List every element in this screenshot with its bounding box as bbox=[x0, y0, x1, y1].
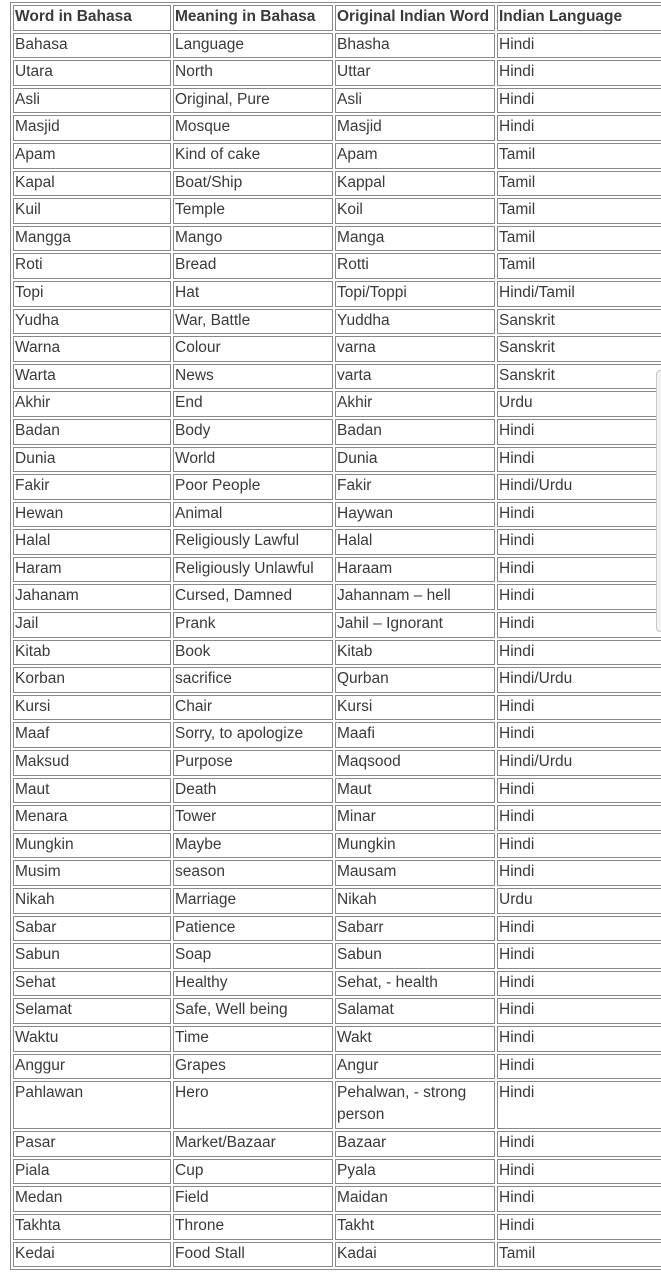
meaning-cell: Throne bbox=[173, 1214, 333, 1240]
original-word-cell: Bhasha bbox=[335, 33, 495, 59]
table-row bbox=[13, 833, 661, 859]
language-cell: Hindi bbox=[497, 695, 661, 721]
language-cell: Hindi bbox=[497, 1054, 661, 1080]
word-in-bahasa-cell: Masjid bbox=[13, 115, 171, 141]
meaning-cell: Field bbox=[173, 1186, 333, 1212]
language-cell: Hindi bbox=[497, 584, 661, 610]
original-word-cell: Yuddha bbox=[335, 309, 495, 335]
original-word-cell: varna bbox=[335, 336, 495, 362]
meaning-cell: Sorry, to apologize bbox=[173, 722, 333, 748]
table-row bbox=[13, 447, 661, 473]
original-word-cell: Haraam bbox=[335, 557, 495, 583]
language-cell: Hindi bbox=[497, 916, 661, 942]
word-in-bahasa-cell: Apam bbox=[13, 143, 171, 169]
word-in-bahasa-cell: Mungkin bbox=[13, 833, 171, 859]
table-row bbox=[13, 33, 661, 59]
language-cell: Hindi bbox=[497, 998, 661, 1024]
language-cell: Hindi bbox=[497, 1214, 661, 1240]
table-row bbox=[13, 1242, 661, 1268]
table-row bbox=[13, 226, 661, 252]
meaning-cell: Original, Pure bbox=[173, 88, 333, 114]
original-word-cell: Akhir bbox=[335, 391, 495, 417]
header-meaning-in-bahasa: Meaning in Bahasa bbox=[173, 5, 333, 31]
table-row bbox=[13, 778, 661, 804]
language-cell: Urdu bbox=[497, 888, 661, 914]
word-in-bahasa-cell: Mangga bbox=[13, 226, 171, 252]
header-word-in-bahasa: Word in Bahasa bbox=[13, 5, 171, 31]
original-word-cell: Nikah bbox=[335, 888, 495, 914]
table-row bbox=[13, 612, 661, 638]
original-word-cell: Jahannam – hell bbox=[335, 584, 495, 610]
word-in-bahasa-cell: Nikah bbox=[13, 888, 171, 914]
word-in-bahasa-cell: Warta bbox=[13, 364, 171, 390]
meaning-cell: Language bbox=[173, 33, 333, 59]
original-word-cell: Angur bbox=[335, 1054, 495, 1080]
language-cell: Tamil bbox=[497, 1242, 661, 1268]
language-cell: Tamil bbox=[497, 253, 661, 279]
header-row bbox=[13, 5, 661, 31]
meaning-cell: Kind of cake bbox=[173, 143, 333, 169]
language-cell: Hindi bbox=[497, 502, 661, 528]
language-cell: Hindi bbox=[497, 640, 661, 666]
word-in-bahasa-cell: Selamat bbox=[13, 998, 171, 1024]
original-word-cell: Pehalwan, - strong person bbox=[335, 1081, 495, 1129]
word-in-bahasa-cell: Utara bbox=[13, 60, 171, 86]
original-word-cell: Asli bbox=[335, 88, 495, 114]
table-row bbox=[13, 916, 661, 942]
meaning-cell: Body bbox=[173, 419, 333, 445]
word-in-bahasa-cell: Takhta bbox=[13, 1214, 171, 1240]
word-in-bahasa-cell: Haram bbox=[13, 557, 171, 583]
table-row bbox=[13, 1081, 661, 1129]
table-row bbox=[13, 584, 661, 610]
language-cell: Tamil bbox=[497, 143, 661, 169]
table-row bbox=[13, 1026, 661, 1052]
table-row bbox=[13, 695, 661, 721]
language-cell: Hindi/Urdu bbox=[497, 667, 661, 693]
word-in-bahasa-cell: Kapal bbox=[13, 171, 171, 197]
language-cell: Sanskrit bbox=[497, 364, 661, 390]
word-in-bahasa-cell: Kitab bbox=[13, 640, 171, 666]
table-row bbox=[13, 253, 661, 279]
language-cell: Hindi bbox=[497, 722, 661, 748]
language-cell: Hindi/Tamil bbox=[497, 281, 661, 307]
language-cell: Hindi bbox=[497, 971, 661, 997]
language-cell: Hindi bbox=[497, 529, 661, 555]
language-cell: Tamil bbox=[497, 171, 661, 197]
meaning-cell: sacrifice bbox=[173, 667, 333, 693]
table-row bbox=[13, 309, 661, 335]
original-word-cell: Maqsood bbox=[335, 750, 495, 776]
original-word-cell: Qurban bbox=[335, 667, 495, 693]
original-word-cell: Dunia bbox=[335, 447, 495, 473]
table-row bbox=[13, 1131, 661, 1157]
word-in-bahasa-cell: Halal bbox=[13, 529, 171, 555]
word-in-bahasa-cell: Hewan bbox=[13, 502, 171, 528]
language-cell: Hindi bbox=[497, 88, 661, 114]
meaning-cell: Mosque bbox=[173, 115, 333, 141]
table-row bbox=[13, 805, 661, 831]
meaning-cell: season bbox=[173, 860, 333, 886]
meaning-cell: Boat/Ship bbox=[173, 171, 333, 197]
word-in-bahasa-cell: Fakir bbox=[13, 474, 171, 500]
header-indian-language: Indian Language bbox=[497, 5, 661, 31]
meaning-cell: Safe, Well being bbox=[173, 998, 333, 1024]
word-in-bahasa-cell: Menara bbox=[13, 805, 171, 831]
original-word-cell: Masjid bbox=[335, 115, 495, 141]
word-in-bahasa-cell: Asli bbox=[13, 88, 171, 114]
table-row bbox=[13, 143, 661, 169]
meaning-cell: Chair bbox=[173, 695, 333, 721]
meaning-cell: Prank bbox=[173, 612, 333, 638]
table-row bbox=[13, 722, 661, 748]
table-row bbox=[13, 750, 661, 776]
word-in-bahasa-cell: Kuil bbox=[13, 198, 171, 224]
word-in-bahasa-cell: Anggur bbox=[13, 1054, 171, 1080]
meaning-cell: Hero bbox=[173, 1081, 333, 1129]
language-cell: Tamil bbox=[497, 226, 661, 252]
language-cell: Hindi bbox=[497, 1131, 661, 1157]
original-word-cell: Rotti bbox=[335, 253, 495, 279]
meaning-cell: Mango bbox=[173, 226, 333, 252]
table-row bbox=[13, 860, 661, 886]
table-row bbox=[13, 888, 661, 914]
original-word-cell: Badan bbox=[335, 419, 495, 445]
meaning-cell: North bbox=[173, 60, 333, 86]
original-word-cell: Haywan bbox=[335, 502, 495, 528]
meaning-cell: Book bbox=[173, 640, 333, 666]
word-in-bahasa-cell: Akhir bbox=[13, 391, 171, 417]
meaning-cell: War, Battle bbox=[173, 309, 333, 335]
word-in-bahasa-cell: Musim bbox=[13, 860, 171, 886]
table-row bbox=[13, 640, 661, 666]
table-row bbox=[13, 115, 661, 141]
table-row bbox=[13, 474, 661, 500]
table-row bbox=[13, 419, 661, 445]
original-word-cell: Salamat bbox=[335, 998, 495, 1024]
meaning-cell: Marriage bbox=[173, 888, 333, 914]
original-word-cell: Manga bbox=[335, 226, 495, 252]
language-cell: Hindi bbox=[497, 1081, 661, 1129]
word-table-container bbox=[10, 2, 661, 1270]
word-in-bahasa-cell: Pasar bbox=[13, 1131, 171, 1157]
original-word-cell: Minar bbox=[335, 805, 495, 831]
original-word-cell: Kadai bbox=[335, 1242, 495, 1268]
table-row bbox=[13, 529, 661, 555]
language-cell: Sanskrit bbox=[497, 309, 661, 335]
original-word-cell: Jahil – Ignorant bbox=[335, 612, 495, 638]
word-in-bahasa-cell: Badan bbox=[13, 419, 171, 445]
language-cell: Hindi bbox=[497, 557, 661, 583]
original-word-cell: Kappal bbox=[335, 171, 495, 197]
table-row bbox=[13, 1214, 661, 1240]
meaning-cell: Colour bbox=[173, 336, 333, 362]
word-in-bahasa-cell: Kursi bbox=[13, 695, 171, 721]
word-in-bahasa-cell: Sehat bbox=[13, 971, 171, 997]
language-cell: Hindi bbox=[497, 778, 661, 804]
meaning-cell: End bbox=[173, 391, 333, 417]
original-word-cell: Maidan bbox=[335, 1186, 495, 1212]
language-cell: Hindi bbox=[497, 115, 661, 141]
table-row bbox=[13, 336, 661, 362]
table-row bbox=[13, 943, 661, 969]
table-row bbox=[13, 1186, 661, 1212]
word-in-bahasa-cell: Sabun bbox=[13, 943, 171, 969]
original-word-cell: Kitab bbox=[335, 640, 495, 666]
table-row bbox=[13, 88, 661, 114]
original-word-cell: Sabun bbox=[335, 943, 495, 969]
language-cell: Hindi/Urdu bbox=[497, 474, 661, 500]
original-word-cell: Sehat, - health bbox=[335, 971, 495, 997]
bahasa-indian-words-table bbox=[10, 2, 661, 1270]
header-original-indian-word: Original Indian Word bbox=[335, 5, 495, 31]
language-cell: Hindi/Urdu bbox=[497, 750, 661, 776]
table-header bbox=[13, 5, 661, 31]
meaning-cell: Maybe bbox=[173, 833, 333, 859]
language-cell: Hindi bbox=[497, 33, 661, 59]
meaning-cell: News bbox=[173, 364, 333, 390]
language-cell: Hindi bbox=[497, 860, 661, 886]
meaning-cell: Time bbox=[173, 1026, 333, 1052]
table-row bbox=[13, 998, 661, 1024]
original-word-cell: Takht bbox=[335, 1214, 495, 1240]
table-row bbox=[13, 391, 661, 417]
word-in-bahasa-cell: Dunia bbox=[13, 447, 171, 473]
original-word-cell: Wakt bbox=[335, 1026, 495, 1052]
meaning-cell: Healthy bbox=[173, 971, 333, 997]
table-row bbox=[13, 60, 661, 86]
word-in-bahasa-cell: Maksud bbox=[13, 750, 171, 776]
table-row bbox=[13, 1159, 661, 1185]
language-cell: Urdu bbox=[497, 391, 661, 417]
word-in-bahasa-cell: Korban bbox=[13, 667, 171, 693]
original-word-cell: Sabarr bbox=[335, 916, 495, 942]
word-in-bahasa-cell: Waktu bbox=[13, 1026, 171, 1052]
language-cell: Hindi bbox=[497, 1159, 661, 1185]
language-cell: Hindi bbox=[497, 612, 661, 638]
language-cell: Sanskrit bbox=[497, 336, 661, 362]
meaning-cell: Cup bbox=[173, 1159, 333, 1185]
language-cell: Hindi bbox=[497, 1026, 661, 1052]
table-row bbox=[13, 1054, 661, 1080]
table-row bbox=[13, 171, 661, 197]
word-in-bahasa-cell: Medan bbox=[13, 1186, 171, 1212]
meaning-cell: Religiously Lawful bbox=[173, 529, 333, 555]
meaning-cell: Grapes bbox=[173, 1054, 333, 1080]
language-cell: Tamil bbox=[497, 198, 661, 224]
table-row bbox=[13, 971, 661, 997]
word-in-bahasa-cell: Pahlawan bbox=[13, 1081, 171, 1129]
meaning-cell: Poor People bbox=[173, 474, 333, 500]
word-in-bahasa-cell: Warna bbox=[13, 336, 171, 362]
original-word-cell: Uttar bbox=[335, 60, 495, 86]
word-in-bahasa-cell: Topi bbox=[13, 281, 171, 307]
meaning-cell: Death bbox=[173, 778, 333, 804]
table-body bbox=[13, 33, 661, 1268]
meaning-cell: Hat bbox=[173, 281, 333, 307]
original-word-cell: Mausam bbox=[335, 860, 495, 886]
original-word-cell: Mungkin bbox=[335, 833, 495, 859]
meaning-cell: Religiously Unlawful bbox=[173, 557, 333, 583]
original-word-cell: Koil bbox=[335, 198, 495, 224]
language-cell: Hindi bbox=[497, 447, 661, 473]
meaning-cell: Animal bbox=[173, 502, 333, 528]
word-in-bahasa-cell: Kedai bbox=[13, 1242, 171, 1268]
original-word-cell: Fakir bbox=[335, 474, 495, 500]
word-in-bahasa-cell: Jail bbox=[13, 612, 171, 638]
meaning-cell: Patience bbox=[173, 916, 333, 942]
word-in-bahasa-cell: Sabar bbox=[13, 916, 171, 942]
table-row bbox=[13, 364, 661, 390]
table-row bbox=[13, 667, 661, 693]
original-word-cell: Bazaar bbox=[335, 1131, 495, 1157]
meaning-cell: Cursed, Damned bbox=[173, 584, 333, 610]
table-row bbox=[13, 557, 661, 583]
language-cell: Hindi bbox=[497, 419, 661, 445]
word-in-bahasa-cell: Maaf bbox=[13, 722, 171, 748]
meaning-cell: Tower bbox=[173, 805, 333, 831]
meaning-cell: Market/Bazaar bbox=[173, 1131, 333, 1157]
language-cell: Hindi bbox=[497, 1186, 661, 1212]
original-word-cell: Pyala bbox=[335, 1159, 495, 1185]
word-in-bahasa-cell: Bahasa bbox=[13, 33, 171, 59]
language-cell: Hindi bbox=[497, 60, 661, 86]
original-word-cell: Kursi bbox=[335, 695, 495, 721]
word-in-bahasa-cell: Yudha bbox=[13, 309, 171, 335]
language-cell: Hindi bbox=[497, 833, 661, 859]
word-in-bahasa-cell: Piala bbox=[13, 1159, 171, 1185]
meaning-cell: World bbox=[173, 447, 333, 473]
word-in-bahasa-cell: Jahanam bbox=[13, 584, 171, 610]
meaning-cell: Food Stall bbox=[173, 1242, 333, 1268]
original-word-cell: Maafi bbox=[335, 722, 495, 748]
meaning-cell: Bread bbox=[173, 253, 333, 279]
table-row bbox=[13, 281, 661, 307]
table-row bbox=[13, 198, 661, 224]
language-cell: Hindi bbox=[497, 805, 661, 831]
meaning-cell: Purpose bbox=[173, 750, 333, 776]
language-cell: Hindi bbox=[497, 943, 661, 969]
original-word-cell: Maut bbox=[335, 778, 495, 804]
original-word-cell: varta bbox=[335, 364, 495, 390]
meaning-cell: Temple bbox=[173, 198, 333, 224]
original-word-cell: Halal bbox=[335, 529, 495, 555]
meaning-cell: Soap bbox=[173, 943, 333, 969]
scrollbar-thumb[interactable] bbox=[656, 370, 661, 632]
original-word-cell: Topi/Toppi bbox=[335, 281, 495, 307]
table-row bbox=[13, 502, 661, 528]
original-word-cell: Apam bbox=[335, 143, 495, 169]
word-in-bahasa-cell: Roti bbox=[13, 253, 171, 279]
word-in-bahasa-cell: Maut bbox=[13, 778, 171, 804]
